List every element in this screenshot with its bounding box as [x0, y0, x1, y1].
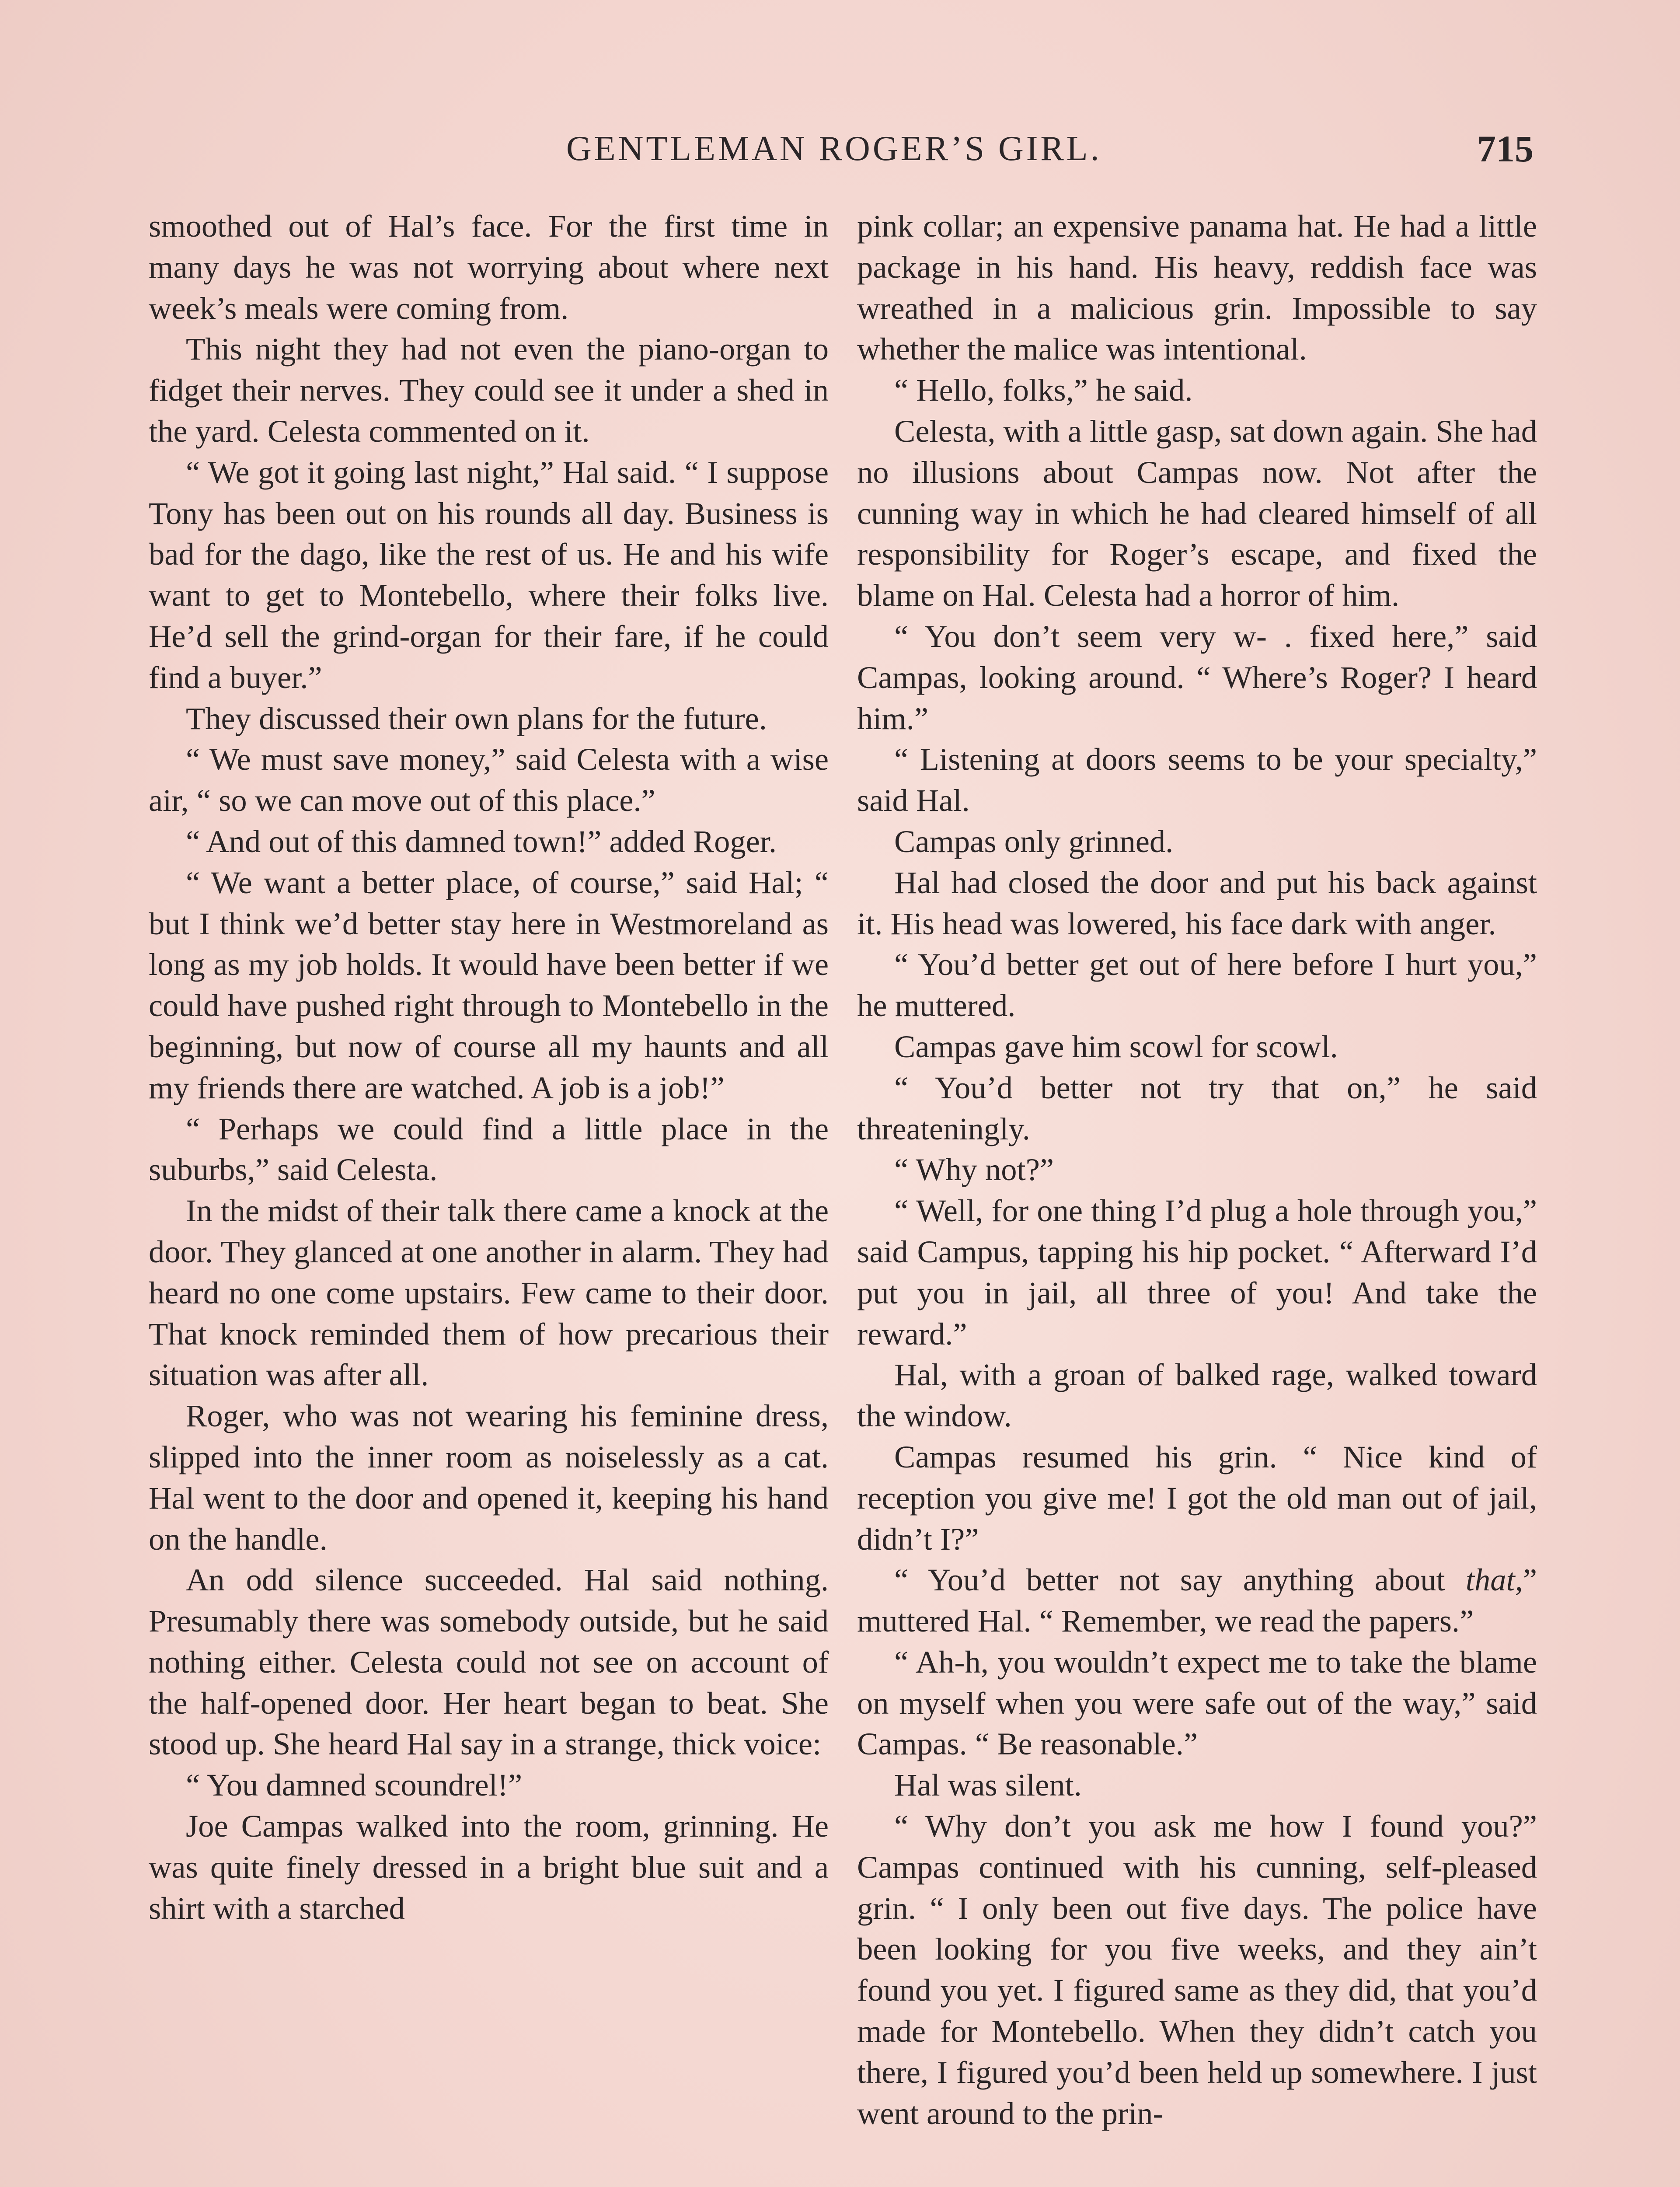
paragraph: “ Perhaps we could find a little place in the suburbs,” said Celesta.	[149, 1111, 829, 1188]
paragraph: Roger, who was not wearing his feminine dress, slipped into the inner room as noiselessly as a cat. Hal went to the door and opened it, keeping his hand on the handle.	[149, 1398, 829, 1557]
paragraph-text: “ You’d better not say anything about	[894, 1562, 1466, 1598]
paragraph: “ We want a better place, of course,” said Hal; “ but I think we’d better stay here in Westmoreland as long as my job holds. It would have been better if we could have pushed right through to Montebello in the beginning, but now of course all my haunts and all my friends there are watched. A job is a job!”	[149, 864, 829, 1105]
paragraph: They discussed their own plans for the future.	[186, 700, 767, 736]
paragraph: This night they had not even the piano-organ to fidget their nerves. They could see it under a shed in the yard. Celesta commented on it.	[149, 331, 829, 449]
paragraph: Campas only grinned.	[894, 823, 1174, 859]
paragraph-text: ” muttered Hal. “ Remember, we read the papers.”	[857, 1562, 1537, 1639]
paragraph: Celesta, with a little gasp, sat down again. She had no illusions about Campas now. Not after the cunning way in which he had cleared himself of all responsibility for Roger’s escape, and fixed the blame on Hal. Celesta had a horror of him.	[857, 413, 1537, 613]
paragraph: “ You’d better get out of here before I hurt you,” he muttered.	[857, 947, 1537, 1024]
paragraph: smoothed out of Hal’s face. For the first time in many days he was not worrying about where next week’s meals were coming from.	[149, 208, 829, 326]
paragraph: “ You damned scoundrel!”	[186, 1767, 523, 1803]
paragraph: An odd silence succeeded. Hal said nothing. Presumably there was somebody outside, but he said nothing either. Celesta could not see on account of the half-opened door. Her heart began to beat. She stood up. She heard Hal say in a strange, thick voice:	[149, 1562, 829, 1762]
paragraph: “ And out of this damned town!” added Roger.	[186, 823, 777, 859]
left-column	[149, 206, 829, 1928]
paragraph: “ Ah-h, you wouldn’t expect me to take the blame on myself when you were safe out of the way,” said Campas. “ Be reasonable.”	[857, 1644, 1537, 1762]
paragraph: “ Why don’t you ask me how I found you?” Campas continued with his cunning, self-pleased grin. “ I only been out five days. The police have been looking for you five weeks, and they ain’t found you yet. I figured same as they did, that you’d made for Montebello. When they didn’t catch you there, I figured you’d been held up somewhere. I just went around to the prin-	[857, 1808, 1537, 2131]
paragraph: “ You don’t seem very w- . fixed here,” said Campas, looking around. “ Where’s Roger? I heard him.”	[857, 618, 1537, 736]
paragraph: Hal had closed the door and put his back against it. His head was lowered, his face dark with anger.	[857, 864, 1537, 941]
paragraph: Hal was silent.	[894, 1767, 1082, 1803]
right-column	[857, 206, 1537, 2134]
paragraph: “ Why not?”	[894, 1152, 1054, 1188]
paragraph: Campas resumed his grin. “ Nice kind of reception you give me! I got the old man out of jail, didn’t I?”	[857, 1439, 1537, 1557]
paragraph: pink collar; an expensive panama hat. He had a little package in his hand. His heavy, reddish face was wreathed in a malicious grin. Impossible to say whether the malice was intentional.	[857, 208, 1537, 367]
paragraph: “ Well, for one thing I’d plug a hole through you,” said Campus, tapping his hip pocket. “ Afterward I’d put you in jail, all three of you! And take the reward.”	[857, 1193, 1537, 1352]
paragraph: In the midst of their talk there came a knock at the door. They glanced at one another in alarm. They had heard no one come upstairs. Few came to their door. That knock reminded them of how precarious their situation was after all.	[149, 1193, 829, 1393]
paragraph: “ You’d better not try that on,” he said threateningly.	[857, 1069, 1537, 1146]
paragraph: “ We must save money,” said Celesta with a wise air, “ so we can move out of this place.”	[149, 741, 829, 818]
paragraph: “ Listening at doors seems to be your specialty,” said Hal.	[857, 741, 1537, 818]
paragraph: Campas gave him scowl for scowl.	[894, 1028, 1338, 1064]
paragraph	[857, 1559, 1537, 1642]
running-title: GENTLEMAN ROGER’S GIRL.	[566, 129, 1102, 168]
paragraph: “ We got it going last night,” Hal said. “ I suppose Tony has been out on his rounds all day. Business is bad for the dago, like the rest of us. He and his wife want to get to Montebello, where their folks live. He’d sell the grind-organ for their fare, if he could find a buyer.”	[149, 454, 829, 695]
page-number: 715	[1477, 128, 1534, 170]
paragraph: Joe Campas walked into the room, grinning. He was quite finely dressed in a bright blue suit and a shirt with a starched	[149, 1808, 829, 1926]
paragraph: “ Hello, folks,” he said.	[894, 372, 1193, 408]
italic-word: that,	[1465, 1562, 1523, 1598]
paragraph: Hal, with a groan of balked rage, walked toward the window.	[857, 1357, 1537, 1434]
